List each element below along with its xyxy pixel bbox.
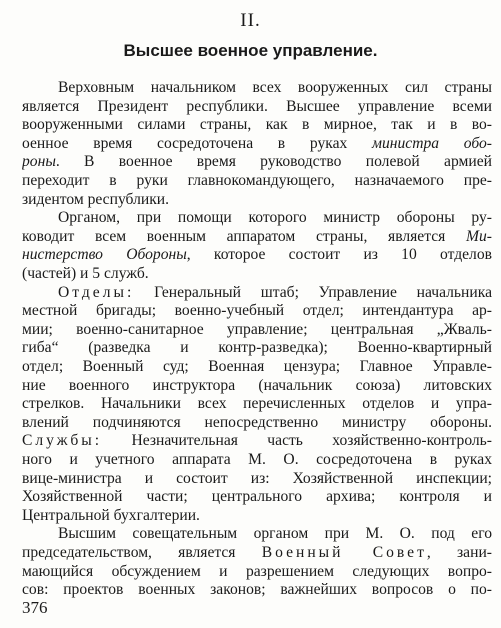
text-line: вооруженными силами страны, как в мирное, так и в во-	[22, 116, 492, 134]
text-run: . В военное время руководство полевой армией	[55, 153, 492, 171]
text-line	[22, 227, 492, 247]
text-line: переходит в руки главнокомандующего, назначаемого пре-	[22, 172, 492, 189]
text-line	[22, 431, 492, 451]
text-line: Высшим совещательным органом при М. О. под его	[58, 525, 492, 543]
text-run: , зани-	[426, 544, 492, 561]
text-line: влений подчиняются непосредственно министру обороны.	[22, 413, 492, 431]
text-line	[22, 245, 492, 265]
text-line: гиба“ (разведка и контр-разведка); Военно-квартирный	[22, 339, 492, 357]
text-run: председательством, является	[22, 544, 262, 561]
text-run: , которое состоит из 10 отделов	[186, 246, 492, 264]
text-line: Верховным начальником всех вооруженных сил страны	[58, 79, 492, 96]
text-line: Органом, при помощи которого министр обороны ру-	[58, 209, 492, 227]
italic-run: Ми-	[466, 227, 492, 245]
text-line: вице-министра и состоит из: Хозяйственной инспекции;	[22, 469, 492, 487]
text-run: Незначительная часть хозяйственно-контроль-	[102, 432, 492, 450]
text-line	[58, 283, 492, 303]
text-line: мии; военно-санитарное управление; центральная „Жваль-	[22, 320, 492, 338]
text-line: сов: проектов военных законов; важнейших вопросов о по-	[22, 581, 492, 599]
text-line: отдел; Военный суд; Военная цензура; Главное Управле-	[22, 358, 492, 375]
spaced-run: Службы:	[22, 432, 103, 450]
text-line: Хозяйственной части; центрального архива; контроля и	[22, 488, 492, 506]
italic-run: нистерство Обороны	[22, 246, 187, 264]
page-number: 376	[22, 598, 48, 617]
text-line: местной бригады; военно-учебный отдел; интендантура ар-	[22, 302, 492, 320]
spaced-run: Отделы:	[58, 283, 135, 301]
chapter-number: II.	[240, 10, 261, 31]
text-line: (частей) и 5 служб.	[22, 265, 149, 282]
text-run: ководит всем военным аппаратом страны, является	[22, 227, 467, 245]
text-run: Генеральный штаб; Управление начальника	[134, 283, 492, 301]
text-line	[22, 134, 492, 154]
text-line	[22, 152, 492, 172]
text-line: зидентом республики.	[22, 190, 170, 208]
text-line: мающийся обсуждением и разрешением следующих вопро-	[22, 562, 492, 580]
text-line: стрелков. Начальники всех перечисленных отделов и упра-	[22, 395, 492, 413]
text-run: оенное время сосредоточена в руках	[22, 134, 373, 152]
text-line: ного и учетного аппарата М. О. сосредоточена в руках	[22, 451, 492, 468]
spaced-run: Военный Совет	[261, 544, 427, 561]
text-line: Центральной бухгалтерии.	[22, 506, 200, 524]
text-line: ние военного инструктора (начальник союза) литовских	[22, 376, 492, 394]
italic-run: роны	[22, 153, 56, 171]
section-title: Высшее военное управление.	[123, 41, 378, 60]
text-line: является Президент республики. Высшее управление всеми	[22, 97, 492, 115]
italic-run: министра обо-	[372, 134, 492, 152]
text-line	[22, 543, 492, 563]
